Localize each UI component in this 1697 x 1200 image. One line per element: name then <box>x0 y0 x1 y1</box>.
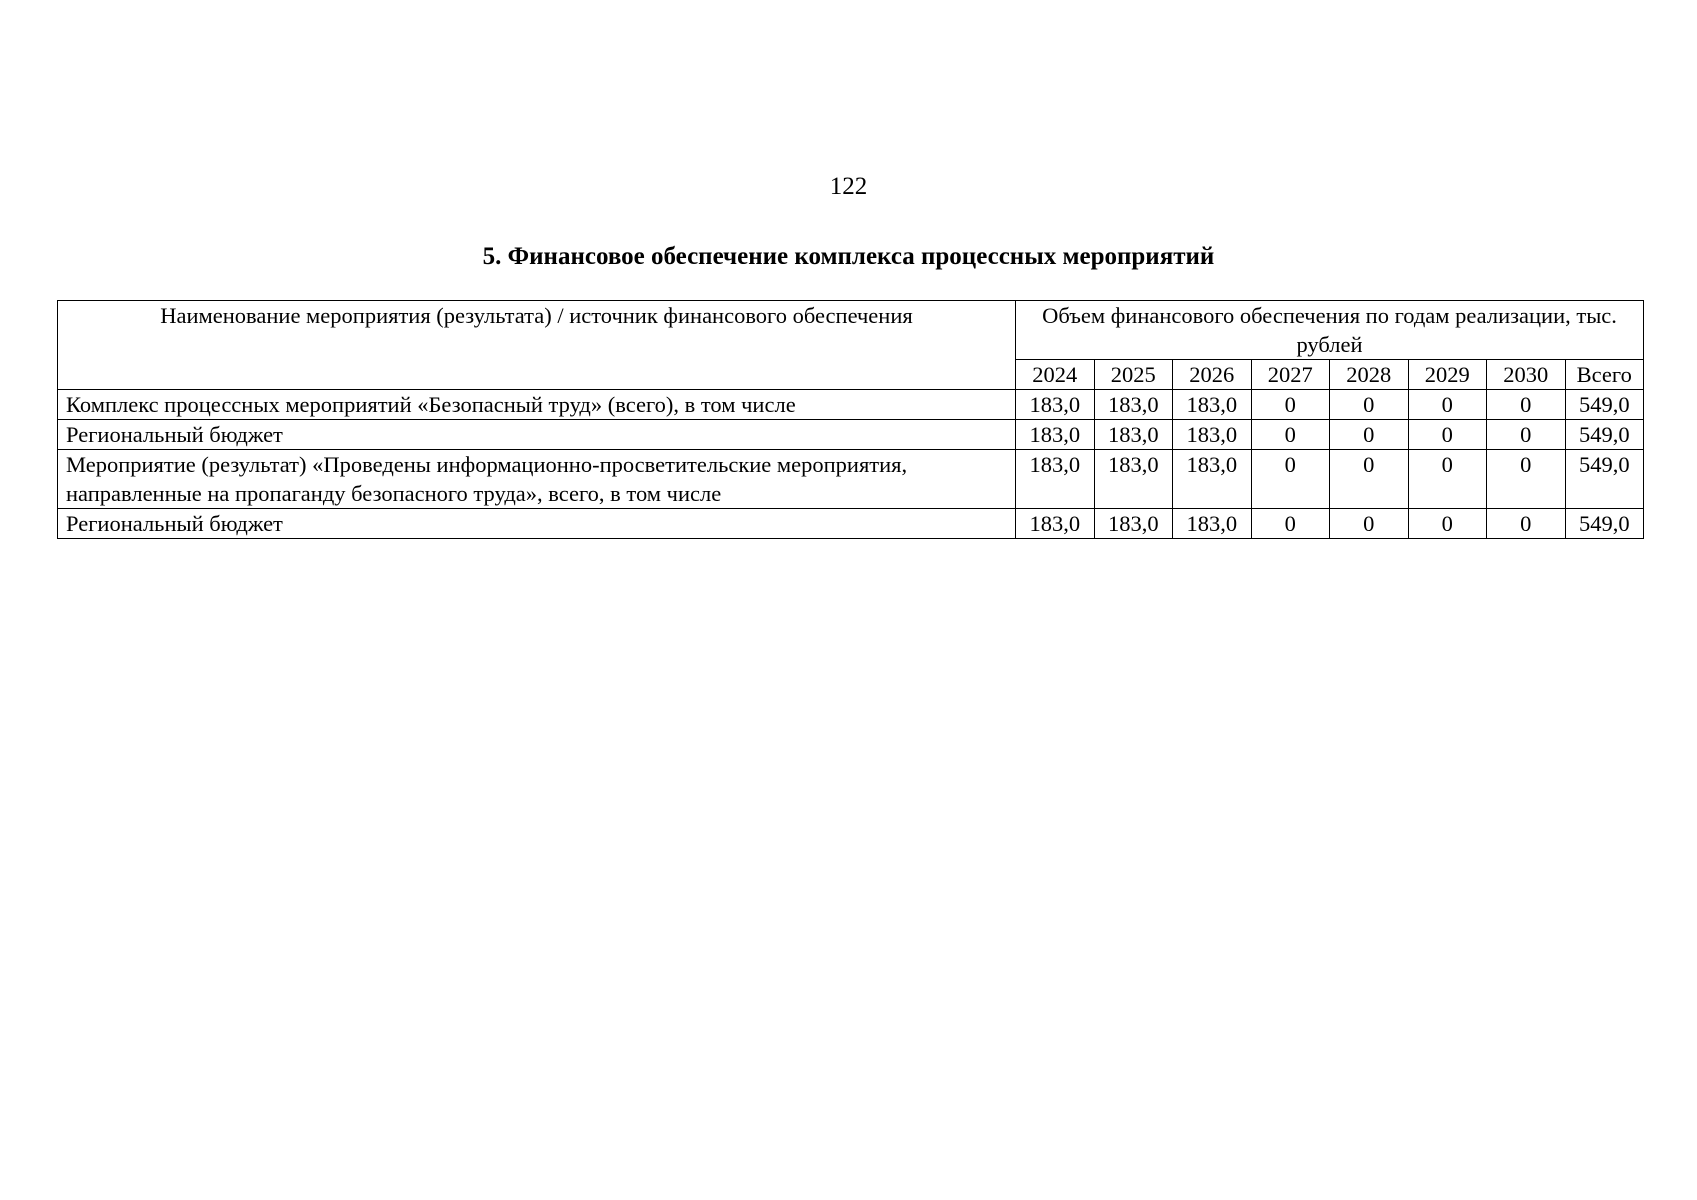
row-value: 183,0 <box>1094 450 1173 509</box>
row-name: Региональный бюджет <box>58 509 1016 539</box>
header-year: 2027 <box>1251 360 1330 390</box>
row-name: Мероприятие (результат) «Проведены информационно-просветительские мероприятия, направленные на пропаганду безопасного труда», всего, в том числе <box>58 450 1016 509</box>
row-total: 549,0 <box>1565 450 1644 509</box>
row-value: 183,0 <box>1016 420 1095 450</box>
row-value: 0 <box>1408 420 1487 450</box>
table-row <box>58 420 1644 450</box>
table-body <box>58 390 1644 539</box>
row-name: Комплекс процессных мероприятий «Безопасный труд» (всего), в том числе <box>58 390 1016 420</box>
row-value: 183,0 <box>1094 420 1173 450</box>
row-total: 549,0 <box>1565 390 1644 420</box>
row-value: 0 <box>1330 450 1409 509</box>
row-value: 0 <box>1251 390 1330 420</box>
row-value: 0 <box>1487 390 1566 420</box>
row-value: 0 <box>1408 450 1487 509</box>
row-value: 183,0 <box>1173 390 1252 420</box>
row-total: 549,0 <box>1565 509 1644 539</box>
row-value: 183,0 <box>1173 450 1252 509</box>
table-row <box>58 509 1644 539</box>
row-value: 0 <box>1487 420 1566 450</box>
header-year: 2024 <box>1016 360 1095 390</box>
header-total: Всего <box>1565 360 1644 390</box>
row-value: 0 <box>1408 390 1487 420</box>
header-year: 2026 <box>1173 360 1252 390</box>
financing-table <box>57 300 1644 539</box>
header-volume-column: Объем финансового обеспечения по годам реализации, тыс. рублей <box>1016 301 1644 360</box>
page-number: 122 <box>829 173 868 200</box>
row-name: Региональный бюджет <box>58 420 1016 450</box>
row-value: 0 <box>1487 509 1566 539</box>
row-value: 0 <box>1330 509 1409 539</box>
row-value: 0 <box>1487 450 1566 509</box>
table-row <box>58 390 1644 420</box>
row-value: 0 <box>1408 509 1487 539</box>
row-total: 549,0 <box>1565 420 1644 450</box>
table-header <box>58 301 1644 390</box>
row-value: 183,0 <box>1173 420 1252 450</box>
row-value: 0 <box>1330 420 1409 450</box>
row-value: 183,0 <box>1016 509 1095 539</box>
row-value: 183,0 <box>1094 390 1173 420</box>
header-name-column: Наименование мероприятия (результата) / источник финансового обеспечения <box>58 301 1016 390</box>
header-year: 2030 <box>1487 360 1566 390</box>
header-year: 2029 <box>1408 360 1487 390</box>
row-value: 0 <box>1330 390 1409 420</box>
header-year: 2028 <box>1330 360 1409 390</box>
row-value: 183,0 <box>1094 509 1173 539</box>
row-value: 183,0 <box>1173 509 1252 539</box>
row-value: 183,0 <box>1016 390 1095 420</box>
row-value: 0 <box>1251 509 1330 539</box>
section-title: 5. Финансовое обеспечение комплекса процессных мероприятий <box>482 243 1215 270</box>
header-year: 2025 <box>1094 360 1173 390</box>
row-value: 183,0 <box>1016 450 1095 509</box>
row-value: 0 <box>1251 450 1330 509</box>
row-value: 0 <box>1251 420 1330 450</box>
table-row <box>58 450 1644 509</box>
